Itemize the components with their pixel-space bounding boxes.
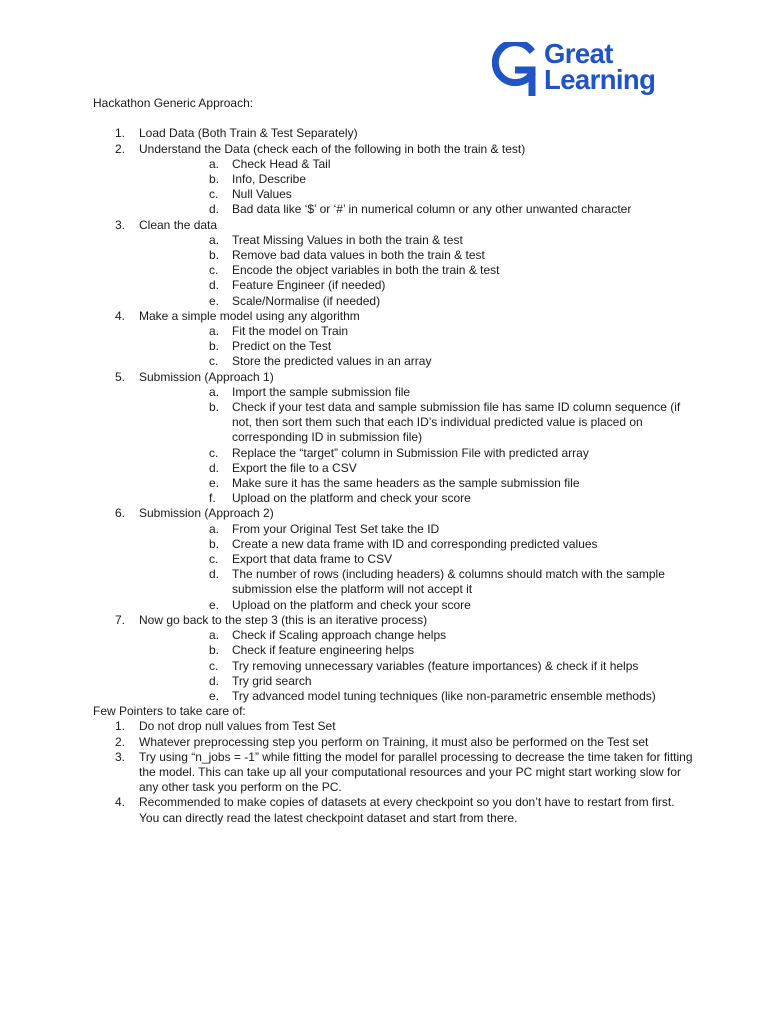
substep-text: Info, Describe bbox=[232, 172, 307, 186]
substep-item bbox=[139, 476, 693, 491]
substep-text: The number of rows (including headers) & columns should match with the sample submission else the platform will not accept it bbox=[232, 567, 665, 597]
substep-text: Check if Scaling approach change helps bbox=[232, 628, 447, 643]
substep-list bbox=[139, 324, 693, 370]
step-item bbox=[93, 142, 693, 218]
substep-text: Check if your test data and sample submission file has same ID column sequence (if not, then sort them such that each ID’s individual predicted value is placed on corresponding ID in submission file) bbox=[232, 400, 681, 445]
brand-line-1: Great bbox=[544, 38, 613, 69]
substep-item bbox=[139, 157, 693, 172]
document-body bbox=[93, 96, 693, 826]
substep-text: Make sure it has the same headers as the sample submission file bbox=[232, 476, 580, 491]
substep-item bbox=[139, 294, 693, 309]
substep-letter: d. bbox=[209, 460, 220, 475]
substep-letter: b. bbox=[209, 536, 220, 551]
step-item bbox=[93, 613, 693, 704]
substep-item bbox=[139, 172, 693, 187]
step-number: 6. bbox=[115, 506, 126, 521]
step-number: 7. bbox=[115, 612, 126, 627]
step-text: Submission (Approach 2) bbox=[139, 506, 274, 521]
substep-text: Bad data like ‘$’ or ‘#’ in numerical column or any other unwanted character bbox=[232, 202, 632, 217]
g-logo-icon bbox=[492, 42, 536, 98]
substep-text: Try removing unnecessary variables (feature importances) & check if it helps bbox=[232, 658, 639, 673]
step-item bbox=[93, 218, 693, 309]
step-text: Load Data (Both Train & Test Separately) bbox=[139, 126, 358, 141]
substep-letter: b. bbox=[209, 339, 220, 354]
step-text: Clean the data bbox=[139, 217, 218, 232]
substep-letter: d. bbox=[209, 278, 220, 293]
pointer-text: Try using “n_jobs = -1” while fitting the model for parallel processing to decrease the time taken for fitting the model. This can take up all your computational resources and your PC might start working slow for any other task you perform on the PC. bbox=[139, 749, 693, 795]
substep-item bbox=[139, 598, 693, 613]
substep-text: Check Head & Tail bbox=[232, 156, 331, 171]
substep-text: Export that data frame to CSV bbox=[232, 552, 393, 567]
substep-letter: a. bbox=[209, 521, 220, 536]
substep-letter: f. bbox=[209, 491, 216, 506]
step-text: Understand the Data (check each of the following in both the train & test) bbox=[139, 141, 526, 156]
substep-text: Upload on the platform and check your score bbox=[232, 491, 471, 506]
substep-letter: a. bbox=[209, 232, 220, 247]
substep-letter: e. bbox=[209, 293, 220, 308]
step-number: 1. bbox=[115, 126, 126, 141]
substep-text: Import the sample submission file bbox=[232, 384, 411, 399]
substep-letter: b. bbox=[209, 172, 220, 186]
substep-item bbox=[139, 400, 693, 446]
step-item bbox=[93, 309, 693, 370]
step-item bbox=[93, 370, 693, 507]
substep-letter: a. bbox=[209, 628, 220, 643]
pointer-text: Recommended to make copies of datasets at every checkpoint so you don’t have to restart from first. You can directly read the latest checkpoint dataset and start from there. bbox=[139, 795, 675, 825]
substep-list bbox=[139, 233, 693, 309]
substep-letter: c. bbox=[209, 552, 219, 567]
substep-letter: d. bbox=[209, 673, 220, 688]
substep-letter: c. bbox=[209, 658, 219, 673]
substep-letter: a. bbox=[209, 384, 220, 399]
pointers-list bbox=[93, 719, 693, 825]
step-number: 5. bbox=[115, 369, 126, 384]
substep-text: Upload on the platform and check your score bbox=[232, 597, 471, 612]
substep-letter: d. bbox=[209, 202, 220, 217]
step-number: 4. bbox=[115, 308, 126, 323]
substep-item bbox=[139, 628, 693, 643]
substep-letter: c. bbox=[209, 354, 219, 369]
step-text: Make a simple model using any algorithm bbox=[139, 308, 360, 323]
pointer-number: 4. bbox=[115, 795, 126, 810]
step-text: Submission (Approach 1) bbox=[139, 369, 274, 384]
substep-item bbox=[139, 248, 693, 263]
substep-item bbox=[139, 491, 693, 506]
substep-text: Treat Missing Values in both the train & test bbox=[232, 232, 463, 247]
substep-text: Scale/Normalise (if needed) bbox=[232, 293, 381, 308]
step-number: 3. bbox=[115, 217, 126, 232]
step-number: 2. bbox=[115, 141, 126, 156]
pointer-item bbox=[93, 735, 693, 750]
substep-letter: c. bbox=[209, 263, 219, 278]
brand-logo bbox=[492, 38, 682, 100]
substep-item bbox=[139, 202, 693, 217]
substep-letter: a. bbox=[209, 156, 220, 171]
substep-item bbox=[139, 552, 693, 567]
substep-text: Encode the object variables in both the train & test bbox=[232, 263, 500, 278]
substep-item bbox=[139, 354, 693, 369]
substep-item bbox=[139, 674, 693, 689]
pointer-text: Do not drop null values from Test Set bbox=[139, 719, 336, 734]
substep-list bbox=[139, 628, 693, 704]
step-item bbox=[93, 506, 693, 612]
document-title: Hackathon Generic Approach: bbox=[93, 96, 254, 110]
substep-text: Remove bad data values in both the train & test bbox=[232, 248, 485, 263]
substep-item bbox=[139, 567, 693, 597]
substep-item bbox=[139, 659, 693, 674]
substep-text: Store the predicted values in an array bbox=[232, 354, 432, 369]
substep-text: Check if feature engineering helps bbox=[232, 643, 415, 658]
substep-item bbox=[139, 461, 693, 476]
substep-letter: e. bbox=[209, 476, 220, 491]
substep-text: From your Original Test Set take the ID bbox=[232, 521, 440, 536]
substep-letter: b. bbox=[209, 248, 220, 263]
brand-wordmark bbox=[544, 38, 656, 95]
substep-item bbox=[139, 689, 693, 704]
substep-list bbox=[139, 157, 693, 218]
pointer-number: 1. bbox=[115, 719, 126, 734]
substep-letter: b. bbox=[209, 400, 220, 415]
substep-letter: a. bbox=[209, 324, 220, 339]
substep-item bbox=[139, 643, 693, 658]
substep-text: Replace the “target” column in Submission File with predicted array bbox=[232, 445, 589, 460]
pointer-text: Whatever preprocessing step you perform on Training, it must also be performed on the Test set bbox=[139, 734, 649, 749]
pointer-item bbox=[93, 719, 693, 734]
brand-line-2: Learning bbox=[544, 64, 656, 95]
substep-letter: e. bbox=[209, 688, 220, 703]
substep-letter: c. bbox=[209, 445, 219, 460]
pointer-number: 3. bbox=[115, 749, 126, 764]
substep-item bbox=[139, 446, 693, 461]
substep-item bbox=[139, 263, 693, 278]
substep-letter: c. bbox=[209, 187, 219, 202]
pointer-item bbox=[93, 750, 693, 796]
step-text: Now go back to the step 3 (this is an iterative process) bbox=[139, 612, 428, 627]
substep-text: Try advanced model tuning techniques (like non-parametric ensemble methods) bbox=[232, 688, 656, 703]
substep-text: Create a new data frame with ID and corresponding predicted values bbox=[232, 536, 598, 551]
substep-item bbox=[139, 522, 693, 537]
substep-text: Predict on the Test bbox=[232, 339, 332, 354]
substep-list bbox=[139, 522, 693, 613]
substep-item bbox=[139, 187, 693, 202]
substep-item bbox=[139, 233, 693, 248]
substep-letter: b. bbox=[209, 643, 220, 658]
substep-text: Feature Engineer (if needed) bbox=[232, 278, 386, 293]
substep-item bbox=[139, 339, 693, 354]
substep-text: Export the file to a CSV bbox=[232, 460, 357, 475]
steps-list bbox=[93, 126, 693, 704]
pointers-title: Few Pointers to take care of: bbox=[93, 704, 246, 719]
step-item bbox=[93, 126, 693, 141]
pointer-item bbox=[93, 795, 693, 825]
substep-text: Try grid search bbox=[232, 673, 312, 688]
substep-list bbox=[139, 385, 693, 507]
substep-text: Null Values bbox=[232, 187, 292, 202]
substep-item bbox=[139, 385, 693, 400]
substep-item bbox=[139, 537, 693, 552]
substep-item bbox=[139, 278, 693, 293]
substep-letter: e. bbox=[209, 597, 220, 612]
substep-text: Fit the model on Train bbox=[232, 324, 349, 339]
substep-letter: d. bbox=[209, 567, 220, 582]
substep-item bbox=[139, 324, 693, 339]
pointer-number: 2. bbox=[115, 734, 126, 749]
